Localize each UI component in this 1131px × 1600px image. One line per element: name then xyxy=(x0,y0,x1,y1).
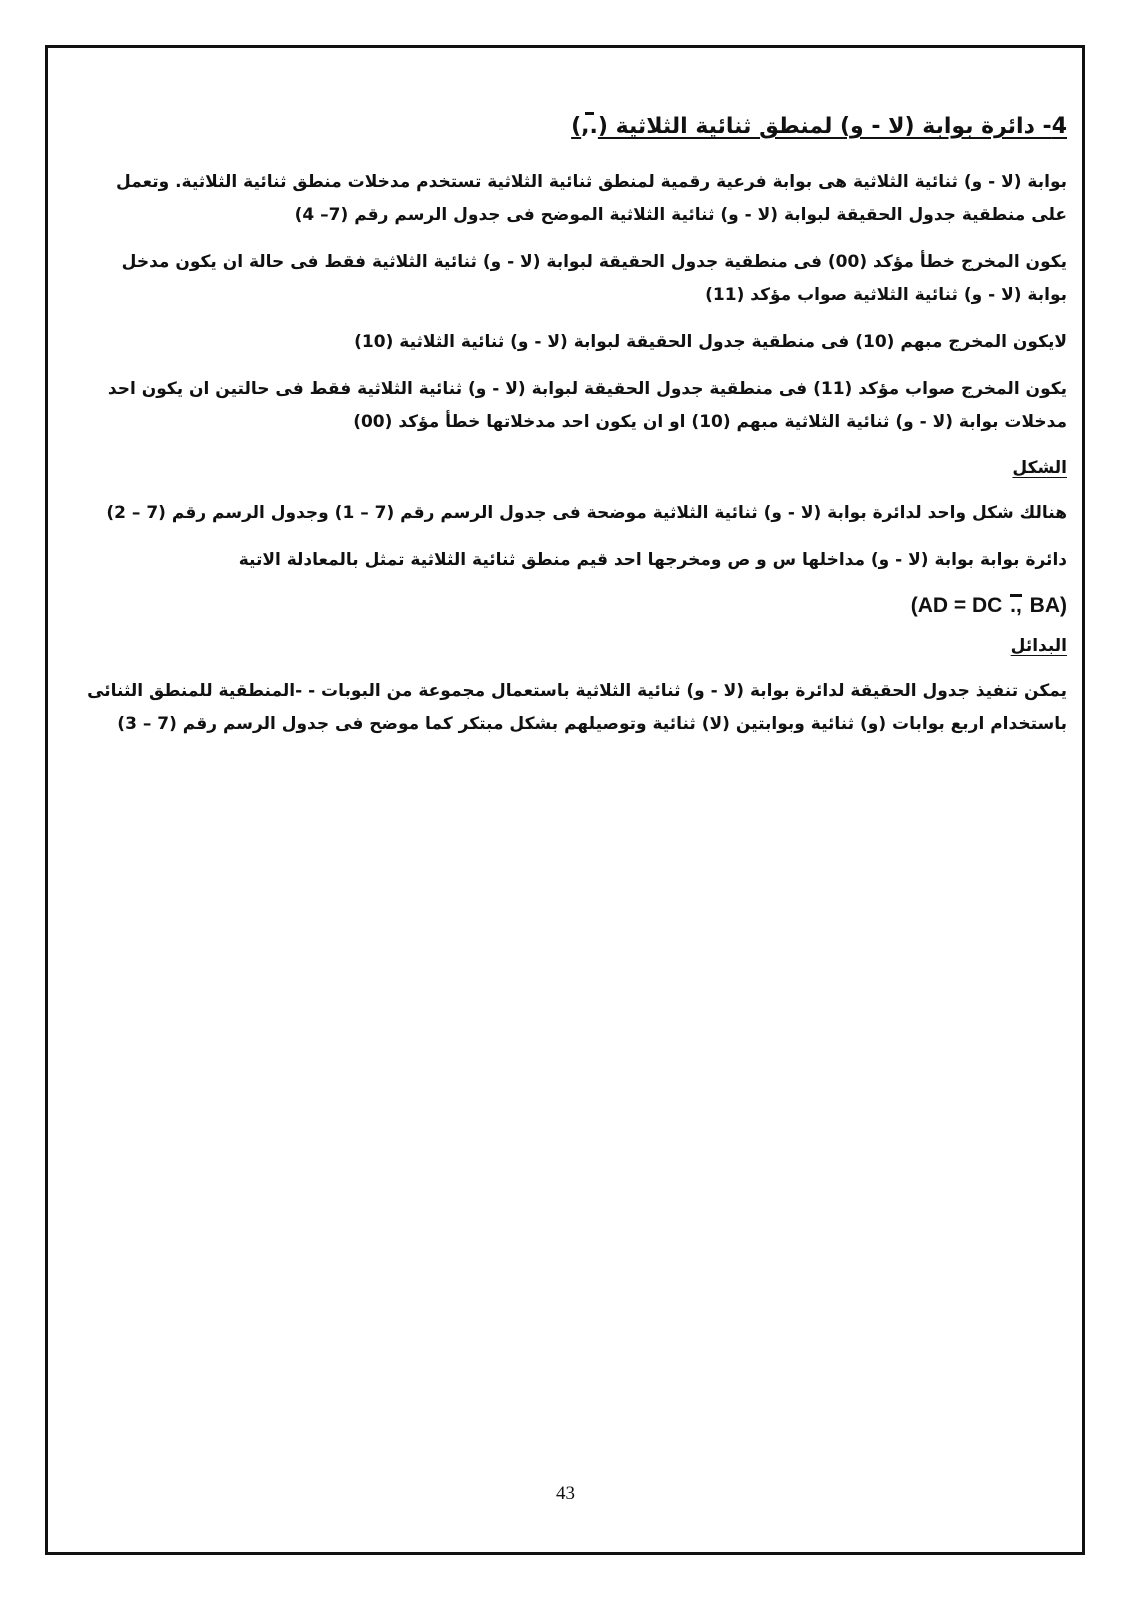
paragraph-definition: بوابة (لا - و) ثنائية الثلاثية هى بوابة فرعية رقمية لمنطق ثنائية الثلاثية تستخدم مدخلات منطق ثنائية الثلاثية. وتعمل على منطقية جدول الحقيقة لبوابة (لا - و) ثنائية الثلاثية الموضح فى جدول الرسم رقم (7– 4) xyxy=(116,172,1067,225)
equation-intro: دائرة بوابة بوابة (لا - و) مداخلها س و ص ومخرجها احد قيم منطق ثنائية الثلاثية تمثل بالمعادلة الاتية xyxy=(238,550,1067,570)
heading-symbol: ., xyxy=(581,110,598,144)
paragraph-unknown-output: لايكون المخرج مبهم (10) فى منطقية جدول الحقيقة لبوابة (لا - و) ثنائية الثلاثية (10) xyxy=(354,332,1067,352)
shape-title: الشكل xyxy=(1012,458,1067,478)
paragraph-false-output: يكون المخرج خطأ مؤكد (00) فى منطقية جدول الحقيقة لبوابة (لا - و) ثنائية الثلاثية فقط فى حالة ان يكون مدخل بوابة (لا - و) ثنائية الثلاثية صواب مؤكد (11) xyxy=(121,252,1067,305)
equation-left: (AD = DC xyxy=(910,594,1003,617)
heading-text: 4- دائرة بوابة (لا - و) لمنطق ثنائية الثلاثية ( xyxy=(597,114,1067,139)
equation-symbol: ., xyxy=(1008,591,1024,621)
alternatives-title: البدائل xyxy=(1010,636,1067,656)
page-content xyxy=(80,110,1067,755)
section-heading xyxy=(80,110,1067,144)
equation xyxy=(80,591,1067,621)
paragraph-true-output: يكون المخرج صواب مؤكد (11) فى منطقية جدول الحقيقة لبوابة (لا - و) ثنائية الثلاثية فقط فى حالتين ان يكون احد مدخلات بوابة (لا - و) ثنائية الثلاثية مبهم (10) او ان يكون احد مدخلاتها خطأ مؤكد (00) xyxy=(107,379,1067,432)
alternatives-paragraph: يمكن تنفيذ جدول الحقيقة لدائرة بوابة (لا - و) ثنائية الثلاثية باستعمال مجموعة من البوبات - -المنطقية للمنطق الثنائى باستخدام اربع بوابات (و) ثنائية وبوابتين (لا) ثنائية وتوصيلهم بشكل مبتكر كما موضح فى جدول الرسم رقم (7 – 3) xyxy=(87,681,1067,734)
page-number: 43 xyxy=(556,1483,575,1504)
heading-close: ) xyxy=(571,114,582,139)
shape-paragraph: هنالك شكل واحد لدائرة بوابة (لا - و) ثنائية الثلاثية موضحة فى جدول الرسم رقم (7 – 1) وجدول الرسم رقم (7 – 2) xyxy=(106,503,1067,523)
equation-right: BA) xyxy=(1029,594,1067,617)
